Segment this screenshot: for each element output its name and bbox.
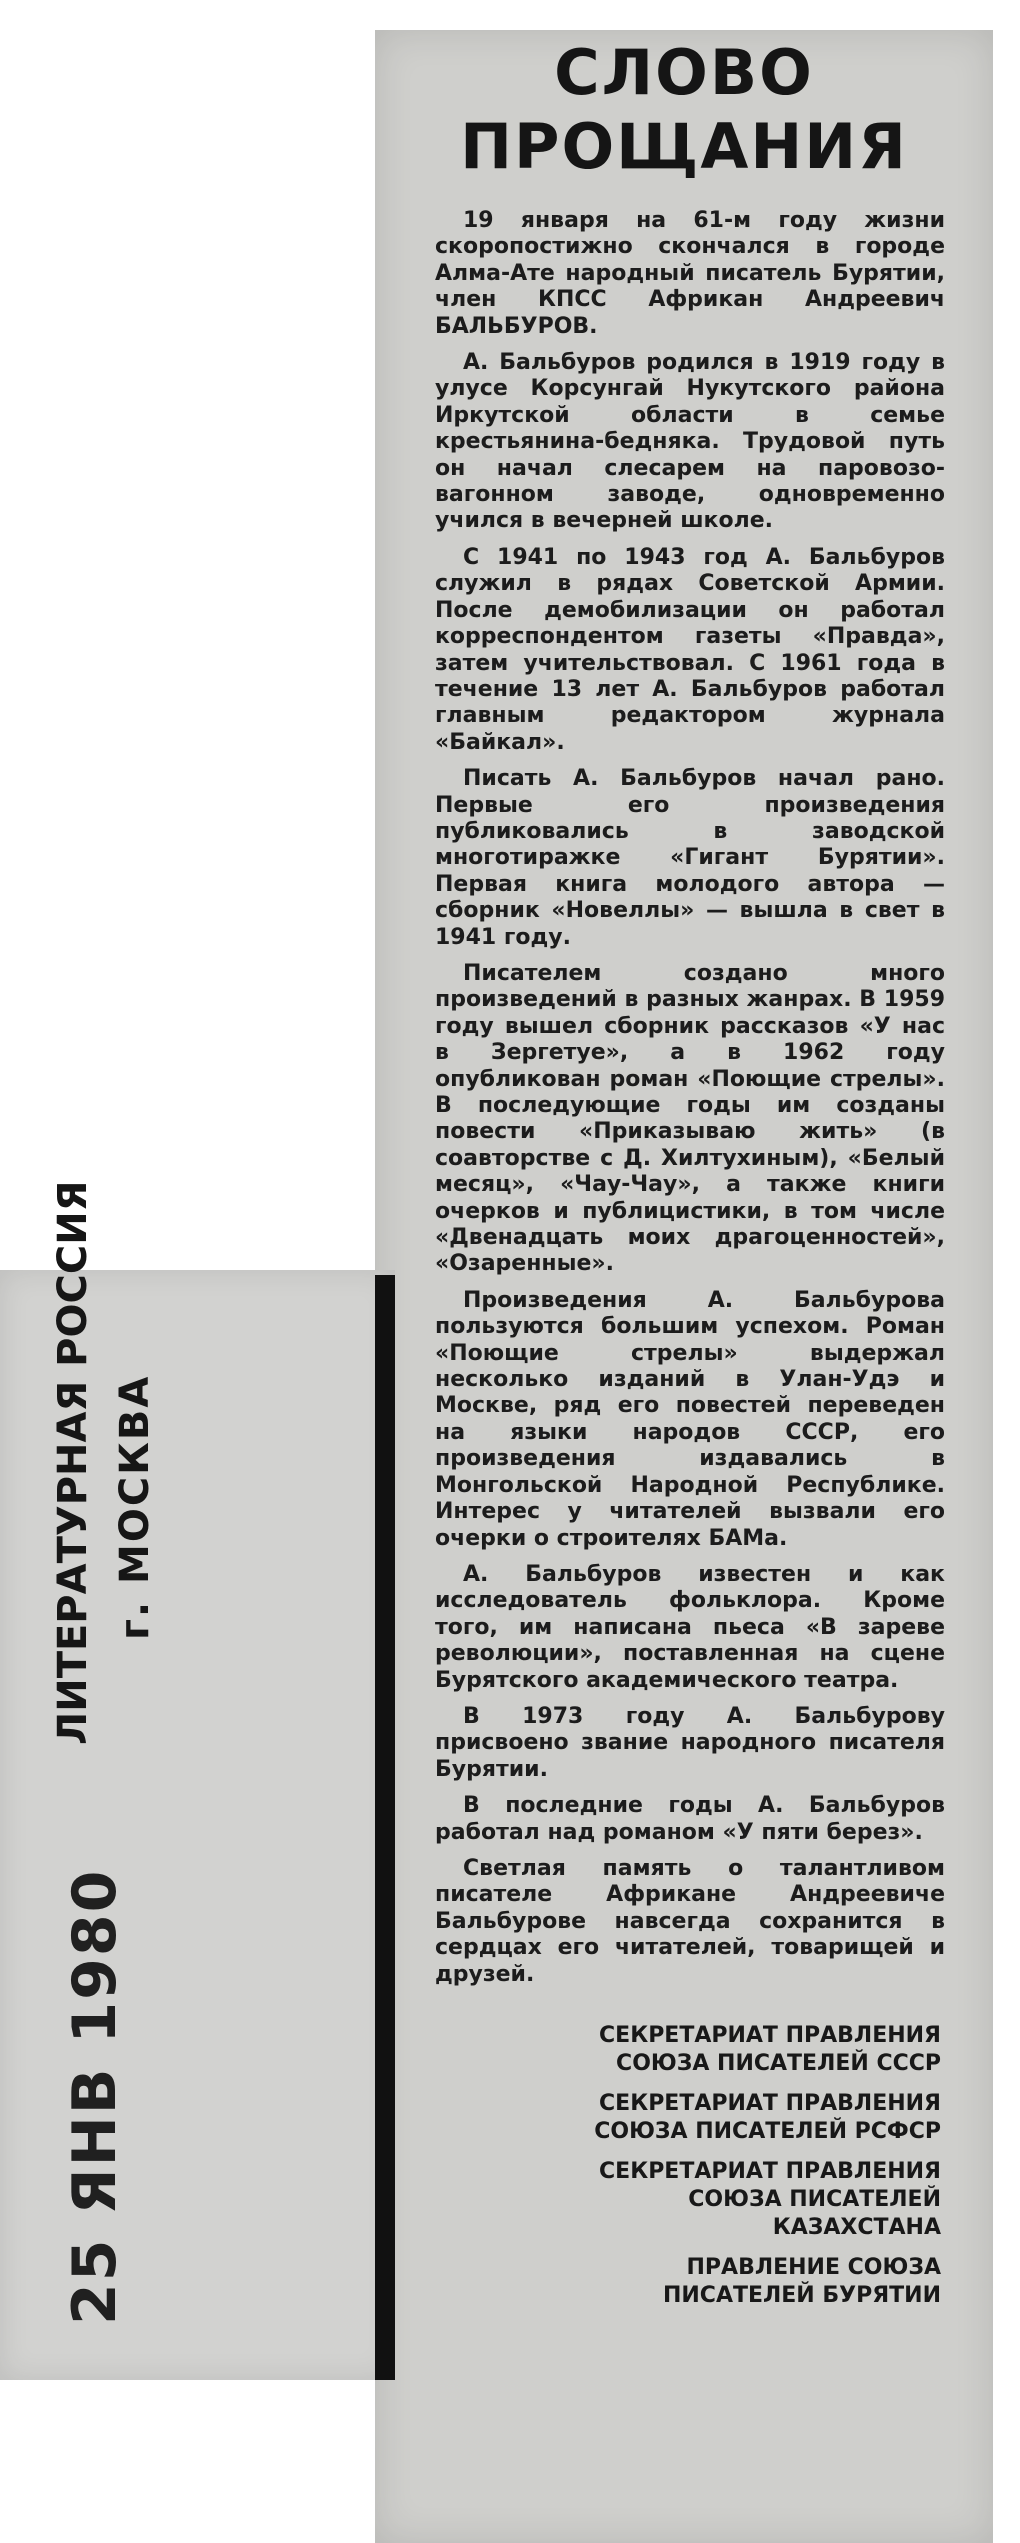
signature-line: СОЮЗА ПИСАТЕЛЕЙ СССР: [616, 2051, 941, 2076]
newspaper-city: г. МОСКВА: [112, 1374, 158, 1640]
paragraph-10: Светлая память о талантливом писателе Африкане Андреевиче Бальбурове навсегда сохранится в сердцах его читателей, товарищей и друзей.: [435, 1855, 945, 1987]
paragraph-7: А. Бальбуров известен и как исследователь фольклора. Кроме того, им написана пьеса «В зареве революции», поставленная на сцене Бурятского академического театра.: [435, 1561, 945, 1693]
signature-line: СОЮЗА ПИСАТЕЛЕЙ РСФСР: [594, 2119, 941, 2144]
paragraph-8: В 1973 году А. Бальбурову присвоено звание народного писателя Бурятии.: [435, 1703, 945, 1782]
signature-writers-union-kazakhstan: [435, 2158, 941, 2242]
headline-line-1: СЛОВО: [554, 36, 814, 109]
signature-line: СЕКРЕТАРИАТ ПРАВЛЕНИЯ: [599, 2091, 941, 2116]
paragraph-4: Писать А. Бальбуров начал рано. Первые его произведения публиковались в заводской многотиражке «Гигант Бурятии». Первая книга молодого автора — сборник «Новеллы» — вышла в свет в 1941 году.: [435, 766, 945, 950]
paragraph-9: В последние годы А. Бальбуров работал над романом «У пяти берез».: [435, 1793, 945, 1845]
signature-writers-union-buryatia: [435, 2254, 941, 2310]
signature-line: КАЗАХСТАНА: [772, 2215, 941, 2240]
headline: [375, 36, 993, 184]
headline-line-2: ПРОЩАНИЯ: [460, 110, 908, 183]
signatures: [435, 2022, 941, 2310]
signature-line: СОЮЗА ПИСАТЕЛЕЙ: [688, 2187, 941, 2212]
signature-writers-union-rsfsr: [435, 2090, 941, 2146]
paragraph-2: А. Бальбуров родился в 1919 году в улусе Корсунгай Нукутского района Иркутской области в семье крестьянина-бедняка. Трудовой путь он начал слесарем на паровозо-вагонном заводе, одновременно учился в вечерней школе.: [435, 350, 945, 534]
newspaper-clipping: [375, 30, 993, 2543]
signature-line: ПРАВЛЕНИЕ СОЮЗА: [686, 2255, 941, 2280]
paragraph-1: 19 января на 61-м году жизни скоропостижно скончался в городе Алма-Ате народный писатель Бурятии, член КПСС Африкан Андреевич БАЛЬБУРОВ.: [435, 208, 945, 339]
paragraph-5: Писателем создано много произведений в разных жанрах. В 1959 году вышел сборник рассказов «У нас в Зергетуе», а в 1962 году опубликован роман «Поющие стрелы». В последующие годы им созданы повести «Приказываю жить» (в соавторстве с Д. Хилтухиным), «Белый месяц», «Чау-Чау», а также книги очерков и публицистики, в том числе «Двенадцать моих драгоценностей», «Озаренные».: [435, 960, 945, 1277]
date-stamp: 25 ЯНВ 1980: [60, 1868, 130, 2325]
signature-line: СЕКРЕТАРИАТ ПРАВЛЕНИЯ: [599, 2023, 941, 2048]
signature-line: ПИСАТЕЛЕЙ БУРЯТИИ: [662, 2283, 941, 2308]
newspaper-name: ЛИТЕРАТУРНАЯ РОССИЯ: [50, 1180, 96, 1745]
paragraph-3: С 1941 по 1943 год А. Бальбуров служил в рядах Советской Армии. После демобилизации он работал корреспондентом газеты «Правда», затем учительствовал. С 1961 года в течение 13 лет А. Бальбуров работал главным редактором журнала «Байкал».: [435, 544, 945, 755]
column-divider-bar: [375, 1275, 395, 2380]
obituary-text: [435, 208, 945, 1988]
signature-writers-union-ussr: [435, 2022, 941, 2078]
signature-line: СЕКРЕТАРИАТ ПРАВЛЕНИЯ: [599, 2159, 941, 2184]
paragraph-6: Произведения А. Бальбурова пользуются большим успехом. Роман «Поющие стрелы» выдержал несколько изданий в Улан-Удэ и Москве, ряд его повестей переведен на языки народов СССР, его произведения издавались в Монгольской Народной Республике. Интерес у читателей вызвали его очерки о строителях БАМа.: [435, 1287, 945, 1551]
